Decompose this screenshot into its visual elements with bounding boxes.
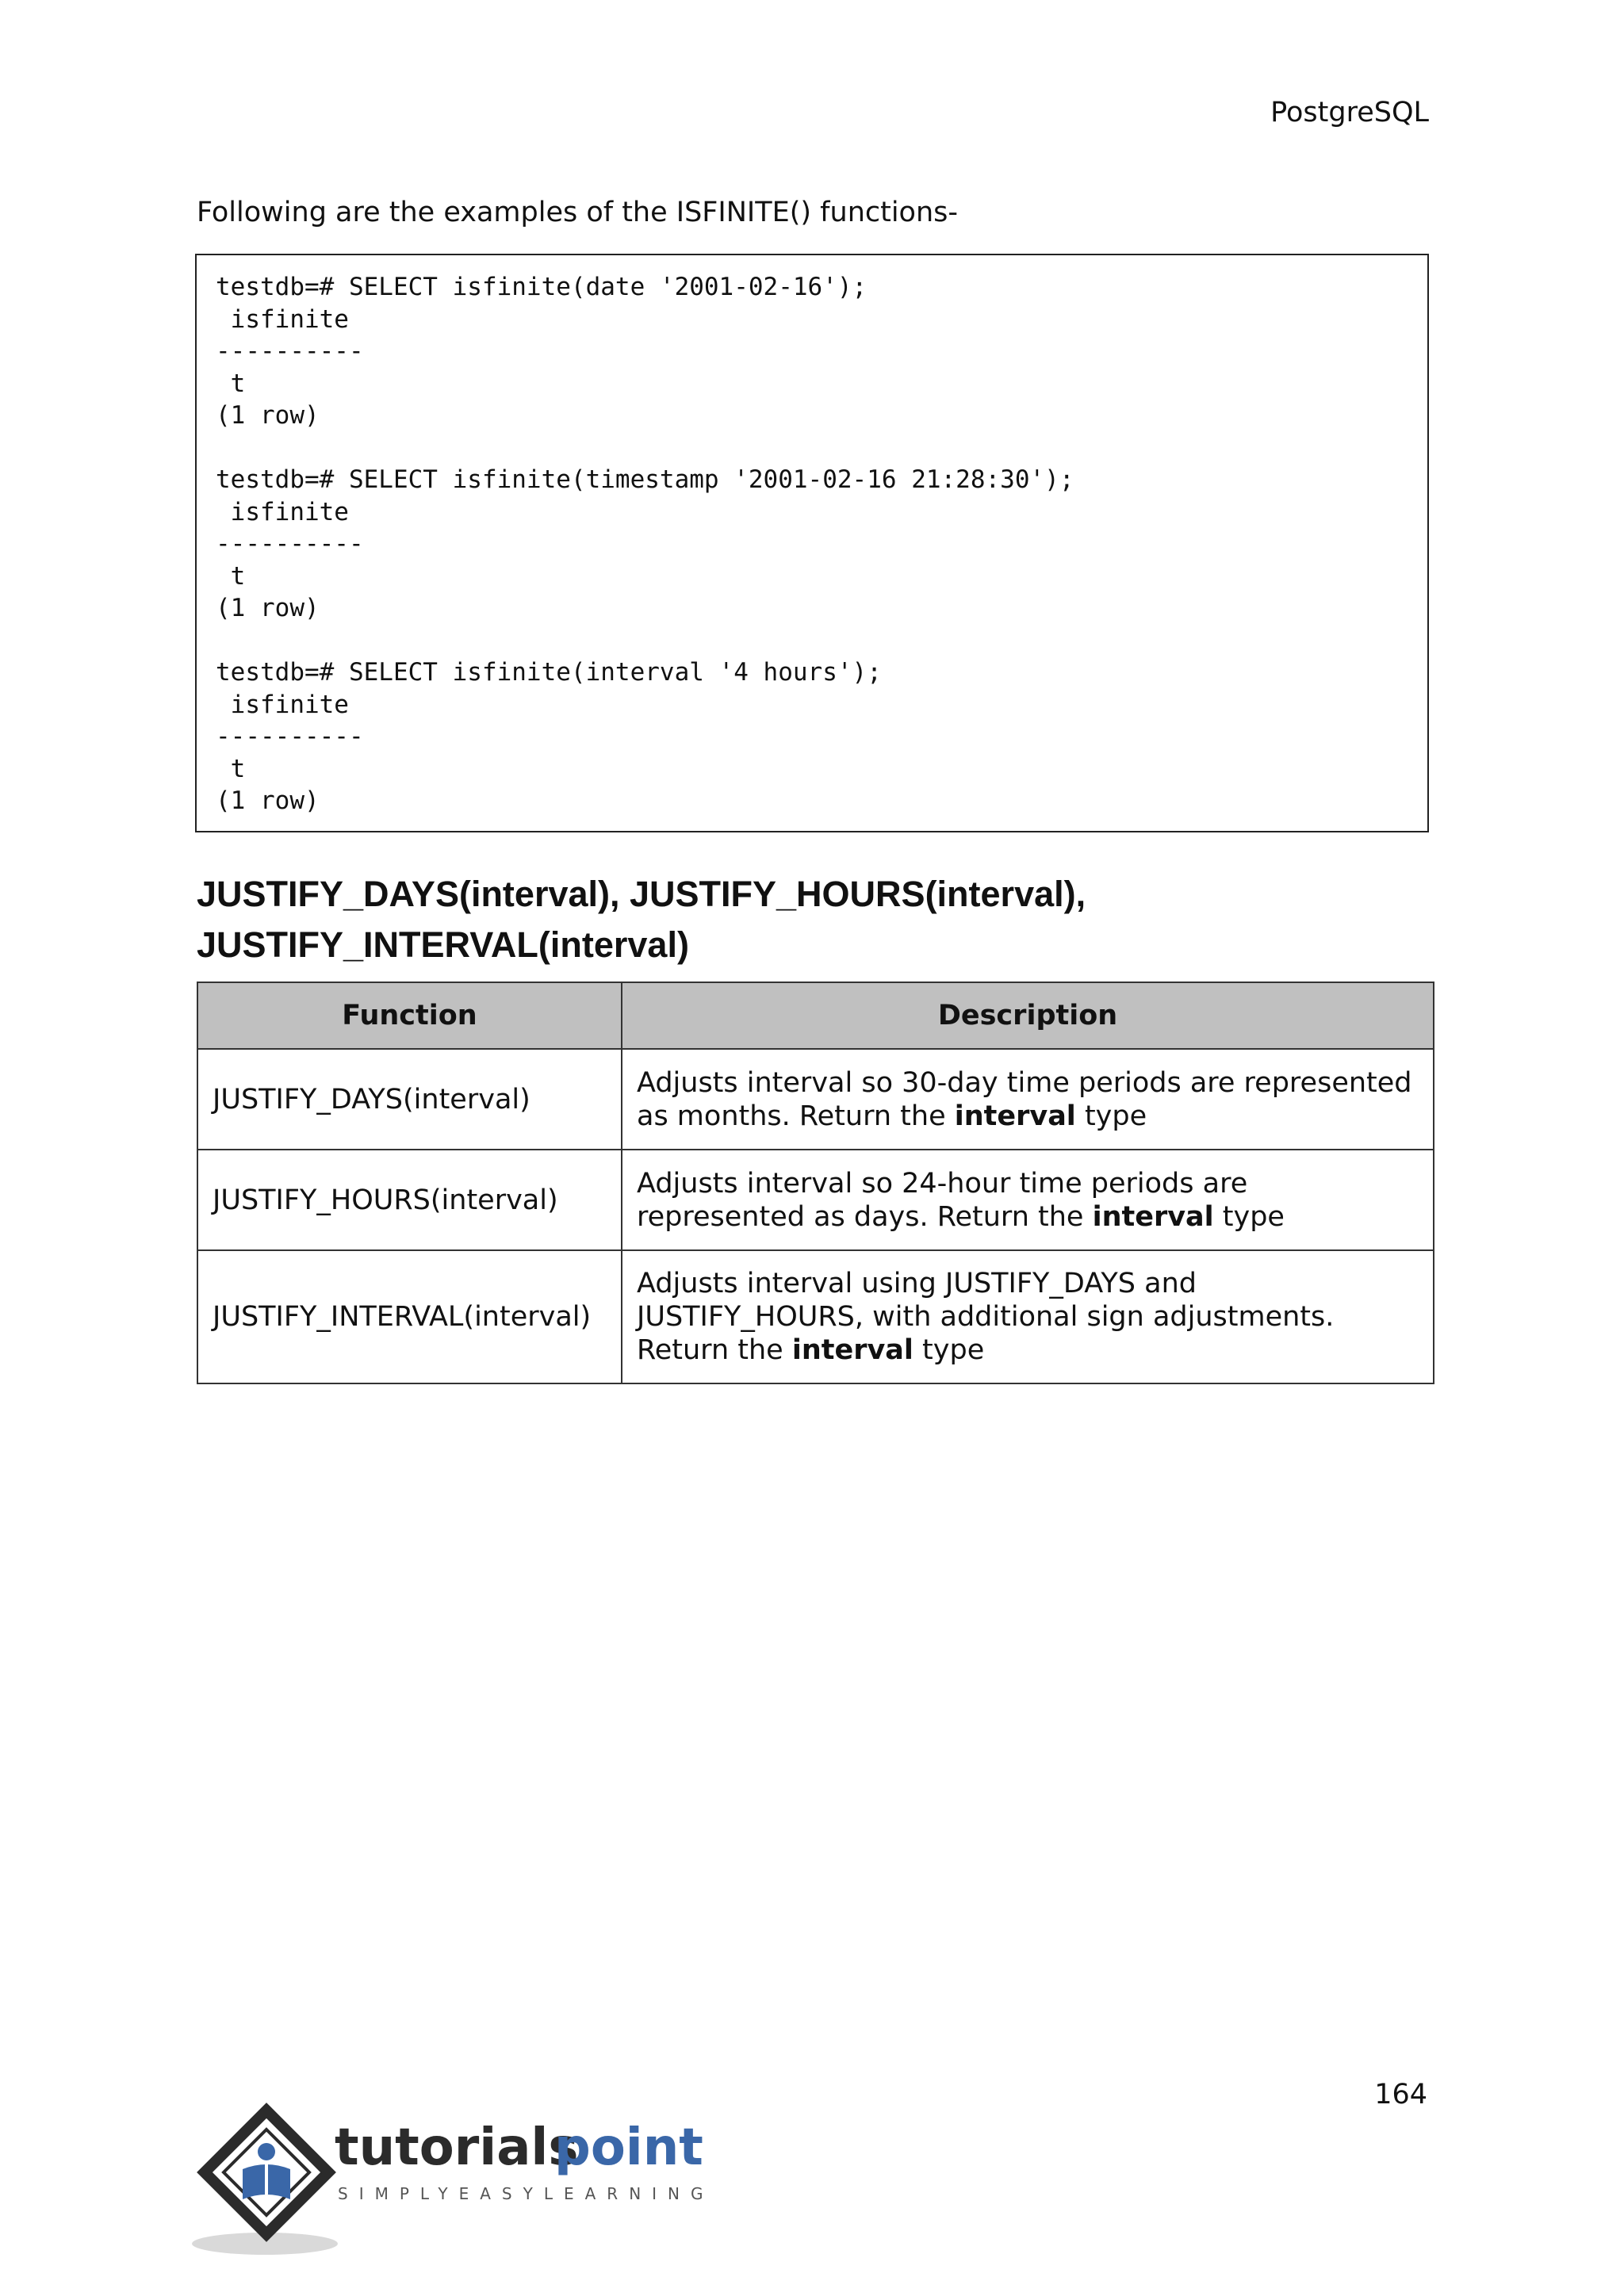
- table-row: [197, 1049, 1434, 1150]
- section-heading: JUSTIFY_DAYS(interval), JUSTIFY_HOURS(interval), JUSTIFY_INTERVAL(interval): [197, 874, 1086, 965]
- description-cell: [622, 1150, 1434, 1250]
- column-header-function: Function: [197, 982, 622, 1049]
- description-text-end: type: [913, 1334, 985, 1366]
- intro-paragraph: Following are the examples of the ISFINITE() functions-: [197, 197, 959, 228]
- description-text: Adjusts interval so 30-day time periods are represented as months. Return the: [637, 1066, 1412, 1132]
- page-number: 164: [1374, 2079, 1427, 2110]
- logo-figure-head: [258, 2143, 275, 2160]
- description-bold: interval: [954, 1100, 1076, 1132]
- functions-table: [197, 982, 1434, 1384]
- function-cell: JUSTIFY_DAYS(interval): [197, 1049, 622, 1150]
- description-bold: interval: [791, 1334, 914, 1366]
- table-header-row: [197, 982, 1434, 1049]
- logo-graphic: [193, 2101, 714, 2260]
- logo-tagline: SIMPLYEASYLEARNING: [338, 2184, 714, 2203]
- column-header-description: Description: [622, 982, 1434, 1049]
- logo-text-accent: point: [554, 2118, 703, 2177]
- table-row: [197, 1150, 1434, 1250]
- tutorialspoint-logo: [193, 2101, 714, 2260]
- table-row: [197, 1250, 1434, 1383]
- description-text: Adjusts interval so 24-hour time periods are represented as days. Return the: [637, 1167, 1248, 1233]
- description-cell: [622, 1250, 1434, 1383]
- description-cell: [622, 1049, 1434, 1150]
- description-bold: interval: [1092, 1200, 1214, 1233]
- code-text: testdb=# SELECT isfinite(date '2001-02-16'); isfinite ---------- t (1 row) testdb=# SELECT isfinite(timestamp '2001-02-16 21:28:30'); isfinite ---------- t (1 row) testdb=# SELECT isfinite(interval '4 hours'); isfinite ---------- t (1 row): [216, 273, 1074, 815]
- description-text-end: type: [1075, 1100, 1147, 1132]
- code-block: [195, 254, 1429, 832]
- function-cell: JUSTIFY_INTERVAL(interval): [197, 1250, 622, 1383]
- logo-text-main: tutorials: [335, 2118, 579, 2177]
- description-text-end: type: [1213, 1200, 1285, 1233]
- function-cell: JUSTIFY_HOURS(interval): [197, 1150, 622, 1250]
- description-text: Adjusts interval using JUSTIFY_DAYS and JUSTIFY_HOURS, with additional sign adjustments. Return the: [637, 1268, 1335, 1366]
- running-header: PostgreSQL: [1270, 97, 1429, 128]
